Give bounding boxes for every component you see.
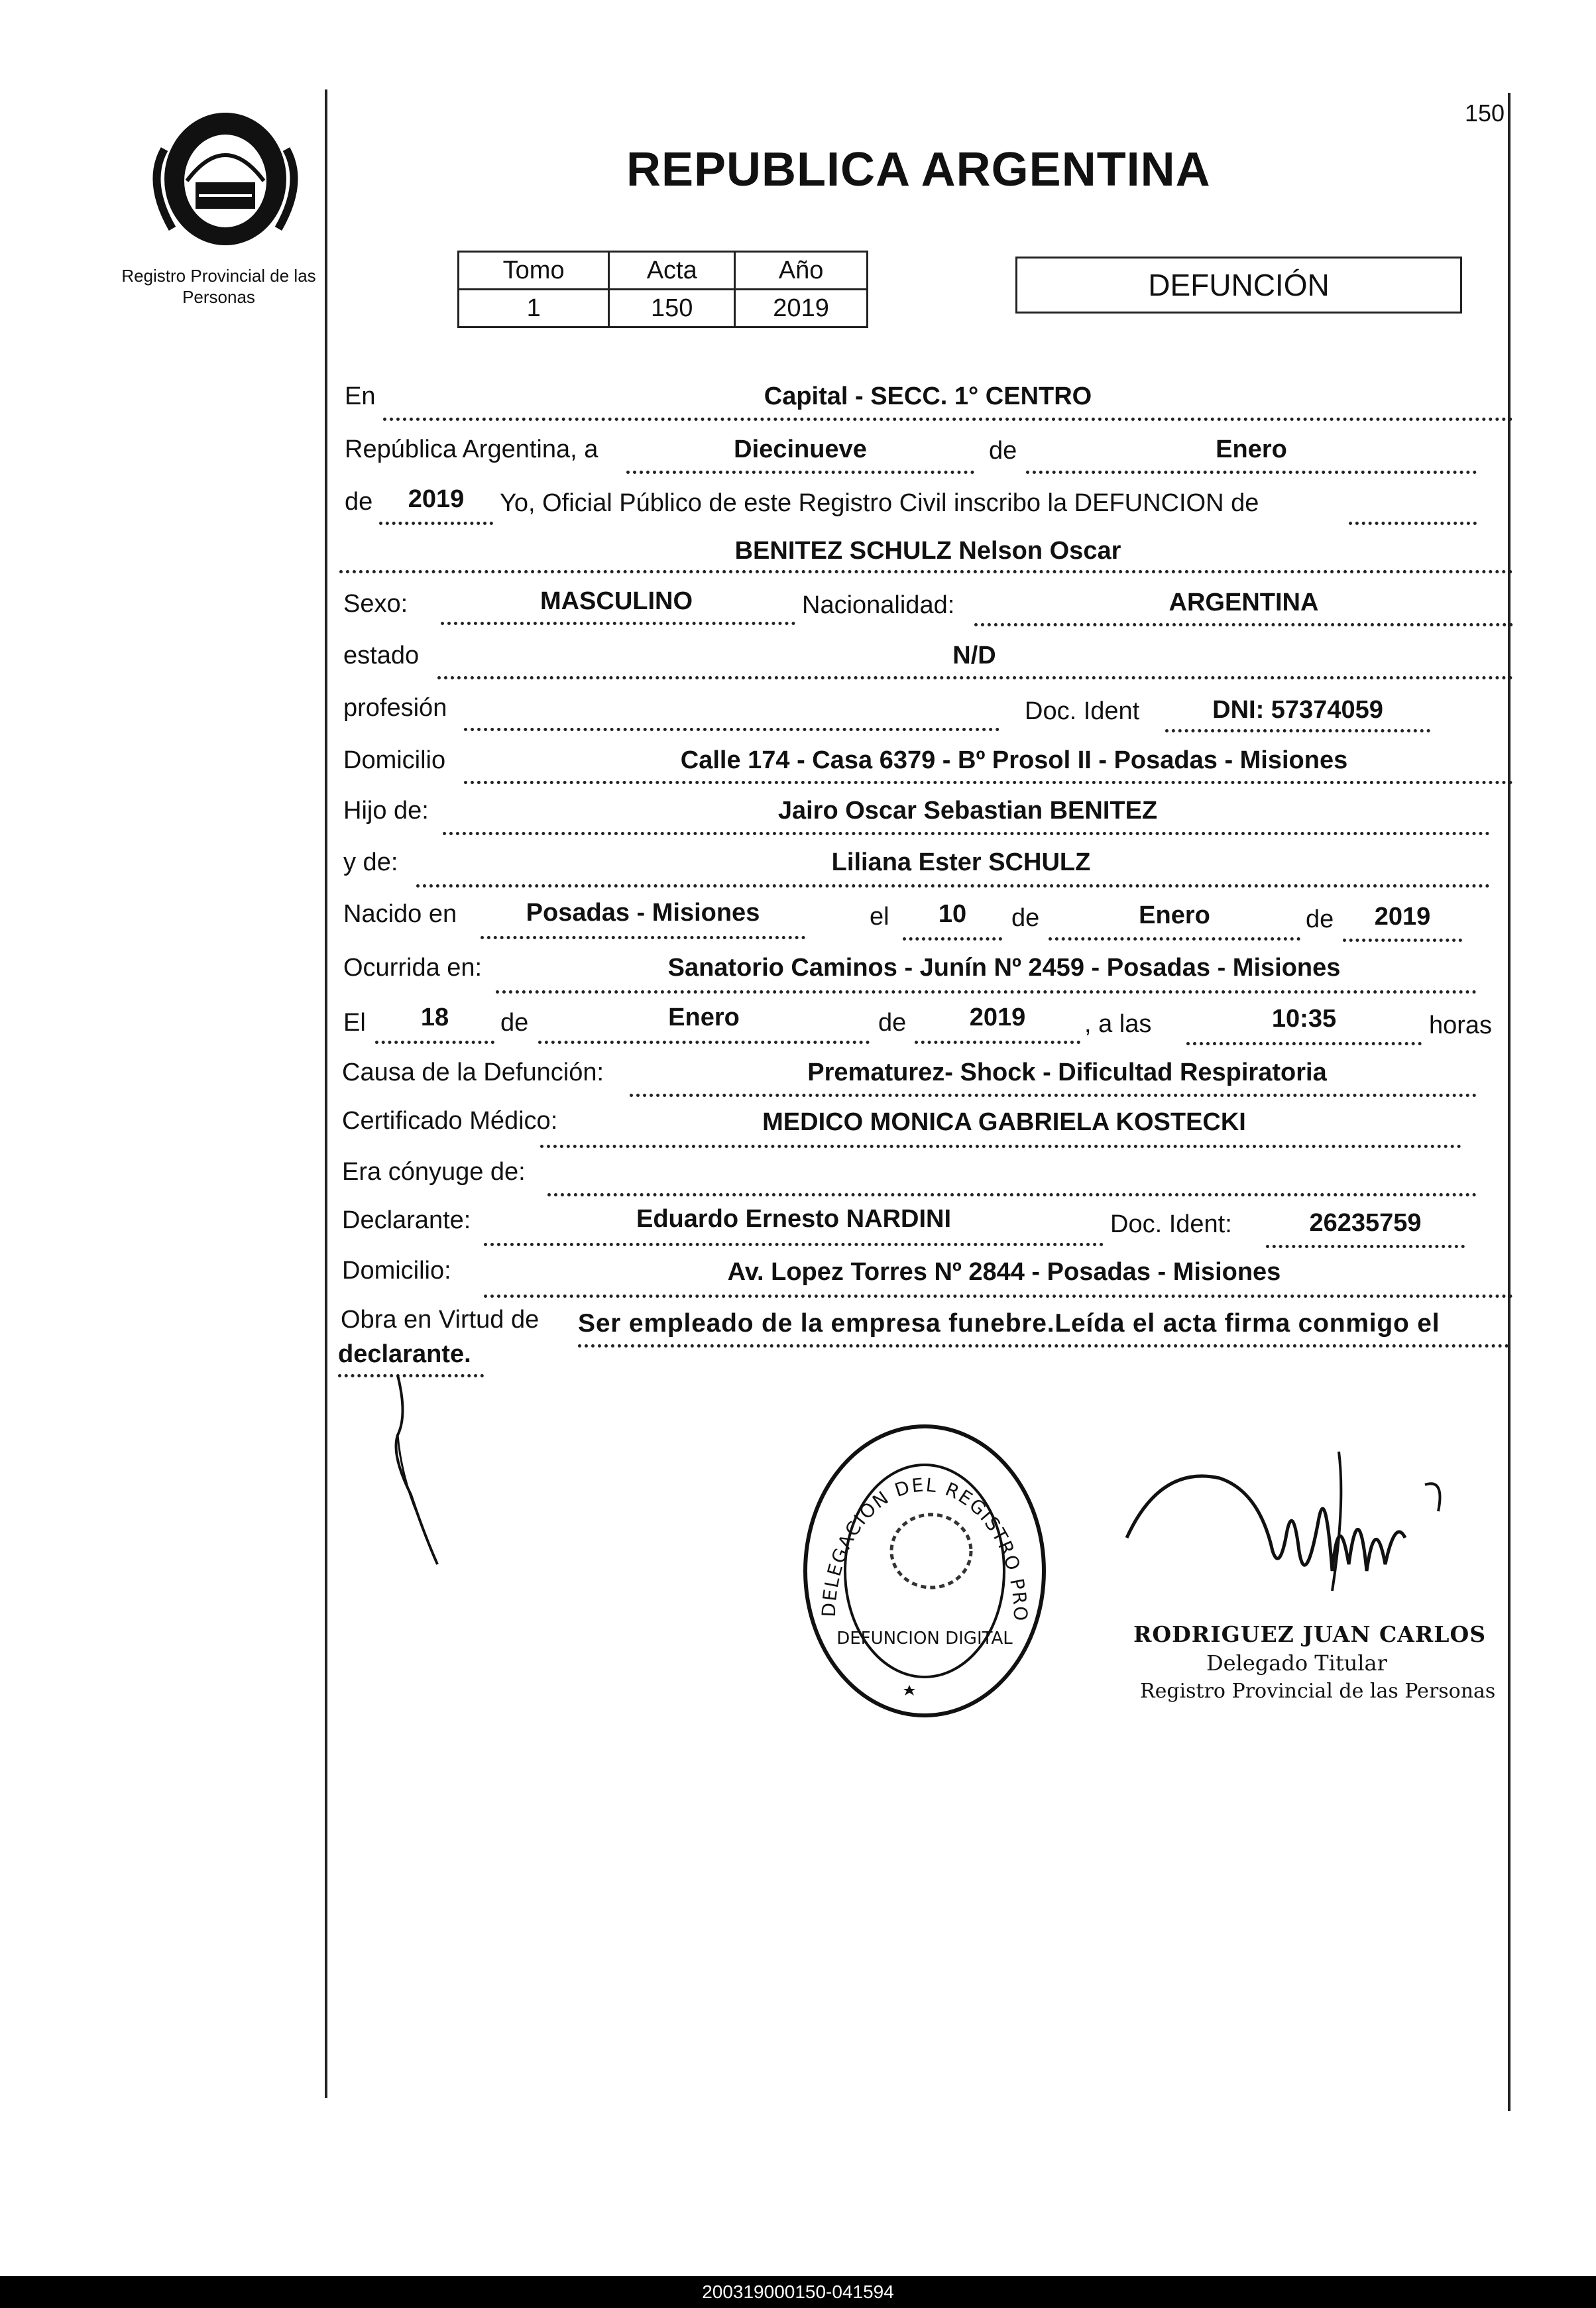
table-value-acta: 150: [609, 290, 735, 327]
stamp-inner-text: DEFUNCION DIGITAL: [836, 1629, 1013, 1648]
birth-month-dots: [1049, 937, 1300, 941]
sexo-dots: [441, 622, 795, 625]
signature: [1120, 1438, 1465, 1617]
day-word-value: Diecinueve: [734, 435, 867, 463]
month-word-dots: [1026, 471, 1477, 474]
month-word-value: Enero: [1216, 435, 1287, 463]
domicilio2-dots: [484, 1295, 1513, 1298]
de-label-3: de: [1011, 904, 1040, 932]
estado-label: estado: [343, 642, 420, 669]
nacido-label: Nacido en: [343, 900, 457, 928]
obra-label: Obra en Virtud de: [341, 1306, 540, 1334]
obra-dots-1: [578, 1344, 1509, 1348]
domicilio-label: Domicilio: [343, 746, 446, 774]
footer-code-bar: 200319000150-041594: [0, 2276, 1596, 2308]
causa-dots: [630, 1094, 1477, 1097]
hijo-dots: [443, 832, 1490, 835]
declarante-dots: [484, 1243, 1104, 1246]
table-value-tomo: 1: [459, 290, 609, 327]
nacido-value: Posadas - Misiones: [526, 899, 760, 927]
yde-dots: [416, 884, 1490, 888]
birth-day: 10: [938, 900, 967, 928]
year-value: 2019: [408, 485, 465, 513]
profesion-dots: [464, 728, 999, 731]
death-year-dots: [915, 1041, 1080, 1044]
official-stamp: [795, 1418, 1054, 1723]
estado-dots: [437, 676, 1513, 679]
domicilio-dots: [464, 781, 1513, 784]
year-dots: [379, 522, 493, 525]
ocurrida-dots: [496, 990, 1477, 994]
en-value: Capital - SECC. 1° CENTRO: [764, 382, 1092, 410]
de-label-6: de: [878, 1009, 907, 1037]
doc-ident-label: Doc. Ident: [1025, 697, 1140, 725]
death-month: Enero: [668, 1004, 740, 1031]
death-month-dots: [538, 1041, 870, 1044]
causa-label: Causa de la Defunción:: [342, 1059, 604, 1086]
hijo-label: Hijo de:: [343, 797, 429, 825]
nacido-dots: [481, 936, 805, 939]
day-word-dots: [626, 471, 974, 474]
sexo-label: Sexo:: [343, 590, 408, 618]
profesion-label: profesión: [343, 694, 447, 722]
en-dots: [383, 418, 1513, 421]
signatory-office: Registro Provincial de las Personas: [1140, 1680, 1496, 1703]
horas-label: horas: [1429, 1011, 1493, 1039]
document-title: REPUBLICA ARGENTINA: [626, 143, 1211, 196]
de-label-1: de: [989, 437, 1017, 465]
birth-year: 2019: [1374, 903, 1431, 931]
nacionalidad-dots: [974, 623, 1513, 626]
table-header-tomo: Tomo: [459, 252, 609, 290]
death-day: 18: [420, 1004, 449, 1031]
certificado-label: Certificado Médico:: [342, 1107, 558, 1135]
doc-ident-dots: [1165, 729, 1430, 732]
table-header-acta: Acta: [609, 252, 735, 290]
nacionalidad-value: ARGENTINA: [1168, 589, 1319, 616]
declarante-label: Declarante:: [342, 1206, 471, 1234]
obra-value-line1: Ser empleado de la empresa funebre.Leída el acta firma conmigo el: [578, 1309, 1440, 1338]
estado-value: N/D: [952, 642, 996, 669]
official-text: Yo, Oficial Público de este Registro Civil inscribo la DEFUNCION de: [500, 489, 1259, 517]
yde-value: Liliana Ester SCHULZ: [831, 848, 1091, 876]
ocurrida-value: Sanatorio Caminos - Junín Nº 2459 - Posadas - Misiones: [667, 954, 1341, 982]
birth-day-dots: [903, 937, 1002, 941]
hijo-value: Jairo Oscar Sebastian BENITEZ: [777, 797, 1158, 825]
certificado-value: MEDICO MONICA GABRIELA KOSTECKI: [762, 1108, 1246, 1136]
nacionalidad-label: Nacionalidad:: [802, 591, 955, 619]
causa-value: Prematurez- Shock - Dificultad Respiratoria: [807, 1059, 1327, 1086]
sexo-value: MASCULINO: [540, 587, 693, 615]
stamp-ring-text: DELEGACION DEL REGISTRO PRO: [817, 1473, 1032, 1623]
ocurrida-label: Ocurrida en:: [343, 954, 483, 982]
a-las-label: , a las: [1084, 1010, 1152, 1038]
death-time-dots: [1186, 1042, 1422, 1045]
closing-stroke: [371, 1375, 464, 1574]
right-margin-rule: [1508, 93, 1510, 2111]
domicilio-value: Calle 174 - Casa 6379 - Bº Prosol II - Posadas - Misiones: [680, 746, 1348, 774]
record-table: [457, 251, 868, 328]
de-label-2: de: [345, 488, 373, 516]
republica-label: República Argentina, a: [345, 435, 598, 463]
domicilio2-value: Av. Lopez Torres Nº 2844 - Posadas - Misiones: [727, 1258, 1281, 1286]
province-seal: [146, 103, 305, 255]
certificado-dots: [540, 1145, 1461, 1148]
table-header-anio: Año: [735, 252, 868, 290]
record-type-box: DEFUNCIÓN: [1015, 257, 1462, 314]
table-value-anio: 2019: [735, 290, 868, 327]
registry-label: Registro Provincial de las Personas: [121, 266, 316, 307]
deceased-dots: [339, 570, 1513, 573]
declarante-value: Eduardo Ernesto NARDINI: [636, 1205, 952, 1233]
birth-year-dots: [1343, 939, 1462, 942]
obra-value-line2: declarante.: [338, 1340, 471, 1368]
death-day-dots: [375, 1041, 494, 1044]
conyuge-label: Era cónyuge de:: [342, 1158, 526, 1186]
declarante-doc-value: 26235759: [1309, 1209, 1422, 1237]
doc-ident-value: DNI: 57374059: [1212, 696, 1383, 724]
el-label: el: [870, 903, 889, 931]
signatory-role: Delegado Titular: [1206, 1650, 1387, 1676]
official-dots: [1349, 522, 1477, 525]
yde-label: y de:: [343, 848, 398, 876]
left-margin-rule: [325, 89, 327, 2098]
conyuge-dots: [547, 1193, 1477, 1196]
signatory-name: RODRIGUEZ JUAN CARLOS: [1133, 1621, 1487, 1647]
page-number: 150: [1465, 99, 1505, 127]
death-year: 2019: [969, 1004, 1026, 1031]
birth-month: Enero: [1139, 901, 1210, 929]
declarante-doc-dots: [1266, 1245, 1465, 1248]
de-label-5: de: [500, 1009, 529, 1037]
death-time: 10:35: [1271, 1005, 1337, 1033]
en-label: En: [345, 382, 376, 410]
de-label-4: de: [1306, 905, 1334, 933]
El-label: El: [343, 1009, 366, 1037]
deceased-name: BENITEZ SCHULZ Nelson Oscar: [734, 537, 1121, 565]
domicilio2-label: Domicilio:: [342, 1257, 451, 1285]
declarante-doc-label: Doc. Ident:: [1110, 1210, 1232, 1238]
